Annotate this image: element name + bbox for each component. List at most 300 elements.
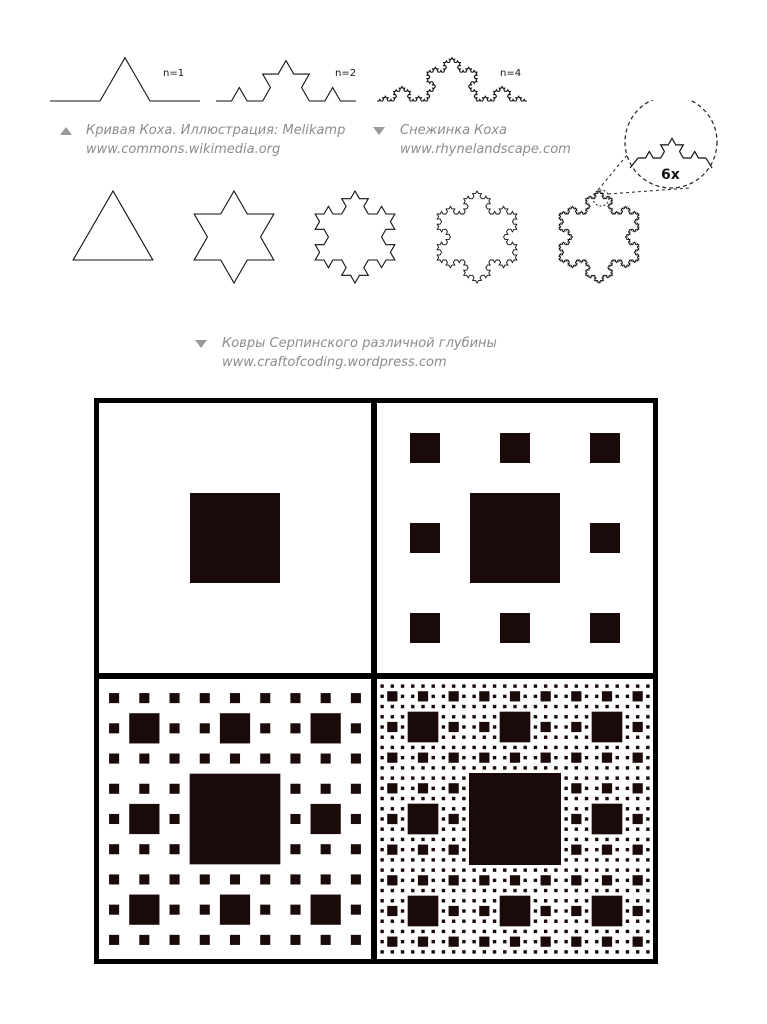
carpet-hole	[626, 909, 629, 912]
carpet-hole	[452, 838, 455, 841]
carpet-hole	[554, 920, 557, 923]
carpet-hole	[418, 937, 428, 947]
carpet-hole	[626, 725, 629, 728]
carpet-hole	[510, 875, 520, 885]
carpet-hole	[472, 766, 475, 769]
carpet-hole	[534, 909, 537, 912]
carpet-hole	[633, 906, 643, 916]
carpet-hole	[418, 875, 428, 885]
carpet-hole	[472, 920, 475, 923]
carpet-hole	[391, 776, 394, 779]
carpet-hole	[503, 766, 506, 769]
carpet-hole	[387, 783, 397, 793]
carpet-hole	[260, 693, 270, 703]
carpet-hole	[585, 776, 588, 779]
carpet-hole	[109, 723, 119, 733]
carpet-hole	[170, 814, 180, 824]
koch-curve-n1-label: n=1	[163, 68, 185, 79]
carpet-hole	[380, 746, 383, 749]
carpet-hole	[411, 950, 414, 953]
carpet-hole	[636, 889, 639, 892]
carpet-hole	[472, 868, 475, 871]
carpet-hole	[290, 844, 300, 854]
carpet-hole	[351, 874, 361, 884]
carpet-hole	[190, 774, 281, 865]
carpet-hole	[585, 909, 588, 912]
carpet-hole	[321, 874, 331, 884]
carpet-hole	[442, 766, 445, 769]
carpet-hole	[493, 879, 496, 882]
carpet-hole	[401, 868, 404, 871]
carpet-hole	[411, 879, 414, 882]
carpet-hole	[139, 874, 149, 884]
carpet-hole	[646, 909, 649, 912]
carpet-hole	[590, 613, 620, 643]
carpet-hole	[524, 766, 527, 769]
koch-curve-path	[50, 58, 200, 101]
carpet-hole	[442, 715, 445, 718]
carpet-hole	[503, 940, 506, 943]
carpet-hole	[616, 848, 619, 851]
carpet-hole	[200, 693, 210, 703]
carpet-hole	[633, 691, 643, 701]
carpet-hole	[452, 858, 455, 861]
carpet-hole	[472, 695, 475, 698]
carpet-hole	[575, 684, 578, 687]
carpet-hole	[575, 746, 578, 749]
carpet-hole	[595, 838, 598, 841]
carpet-hole	[170, 723, 180, 733]
carpet-hole	[544, 930, 547, 933]
carpet-hole	[260, 723, 270, 733]
carpet-hole	[290, 814, 300, 824]
carpet-hole	[564, 858, 567, 861]
carpet-hole	[554, 684, 557, 687]
carpet-hole	[442, 920, 445, 923]
carpet-hole	[351, 905, 361, 915]
carpet-hole	[380, 756, 383, 759]
carpet-hole	[575, 930, 578, 933]
carpet-hole	[401, 807, 404, 810]
carpet-hole	[585, 756, 588, 759]
carpet-hole	[380, 807, 383, 810]
carpet-hole	[410, 523, 440, 553]
carpet-hole	[401, 879, 404, 882]
carpet-hole	[616, 868, 619, 871]
carpet-hole	[442, 705, 445, 708]
carpet-hole	[380, 695, 383, 698]
carpet-hole	[554, 725, 557, 728]
carpet-hole	[109, 693, 119, 703]
carpet-hole	[585, 817, 588, 820]
carpet-hole	[230, 935, 240, 945]
carpet-hole	[462, 736, 465, 739]
carpet-hole	[290, 935, 300, 945]
carpet-hole	[534, 879, 537, 882]
carpet-hole	[380, 776, 383, 779]
carpet-hole	[442, 684, 445, 687]
carpet-hole	[432, 848, 435, 851]
carpet-hole	[452, 705, 455, 708]
carpet-hole	[311, 804, 341, 834]
carpet-hole	[571, 906, 581, 916]
carpet-hole	[421, 766, 424, 769]
carpet-hole	[571, 783, 581, 793]
carpet-hole	[462, 909, 465, 912]
carpet-hole	[442, 858, 445, 861]
koch-snowflake-path	[437, 191, 517, 283]
carpet-hole	[616, 766, 619, 769]
carpet-hole	[462, 838, 465, 841]
carpet-hole	[541, 875, 551, 885]
carpet-hole	[483, 705, 486, 708]
carpet-hole	[380, 797, 383, 800]
carpet-hole	[616, 950, 619, 953]
carpet-hole	[595, 889, 598, 892]
koch-curve-n2	[216, 61, 356, 101]
carpet-hole	[401, 909, 404, 912]
carpet-hole	[387, 722, 397, 732]
carpet-hole	[351, 784, 361, 794]
carpet-hole	[387, 814, 397, 824]
carpet-hole	[432, 766, 435, 769]
koch-snowflake-caption-source: www.rhynelandscape.com	[400, 142, 571, 157]
carpet-hole	[564, 909, 567, 912]
carpet-hole	[493, 695, 496, 698]
carpet-hole	[418, 783, 428, 793]
carpet-hole	[571, 845, 581, 855]
carpet-hole	[564, 940, 567, 943]
carpet-hole	[401, 899, 404, 902]
carpet-hole	[432, 797, 435, 800]
carpet-hole	[472, 715, 475, 718]
carpet-hole	[544, 899, 547, 902]
carpet-hole	[493, 746, 496, 749]
carpet-hole	[541, 691, 551, 701]
carpet-hole	[646, 920, 649, 923]
carpet-hole	[452, 776, 455, 779]
carpet-hole	[432, 889, 435, 892]
carpet-hole	[411, 746, 414, 749]
carpet-hole	[646, 838, 649, 841]
carpet-hole	[462, 920, 465, 923]
carpet-hole	[220, 713, 250, 743]
carpet-hole	[351, 754, 361, 764]
carpet-hole	[493, 725, 496, 728]
carpet-hole	[391, 950, 394, 953]
carpet-hole	[391, 766, 394, 769]
carpet-hole	[575, 950, 578, 953]
carpet-hole	[472, 756, 475, 759]
carpet-hole	[452, 828, 455, 831]
carpet-hole	[442, 736, 445, 739]
carpet-hole	[449, 783, 459, 793]
carpet-hole	[109, 935, 119, 945]
carpet-hole	[170, 754, 180, 764]
carpet-hole	[633, 845, 643, 855]
carpet-hole	[472, 725, 475, 728]
carpet-hole	[534, 868, 537, 871]
carpet-hole	[605, 889, 608, 892]
carpet-hole	[564, 746, 567, 749]
carpet-hole	[534, 684, 537, 687]
carpet-hole	[421, 746, 424, 749]
carpet-hole	[503, 746, 506, 749]
carpet-hole	[200, 754, 210, 764]
carpet-hole	[571, 691, 581, 701]
carpet-hole	[483, 684, 486, 687]
carpet-hole	[524, 879, 527, 882]
carpet-hole	[626, 817, 629, 820]
carpet-hole	[564, 889, 567, 892]
carpet-hole	[585, 868, 588, 871]
carpet-hole	[290, 754, 300, 764]
carpet-hole	[493, 920, 496, 923]
carpet-hole	[626, 828, 629, 831]
carpet-hole	[139, 844, 149, 854]
koch-snowflake-depth0	[73, 191, 153, 260]
carpet-hole	[534, 889, 537, 892]
carpet-hole	[170, 693, 180, 703]
carpet-hole	[139, 935, 149, 945]
carpet-hole	[230, 754, 240, 764]
carpet-hole	[401, 776, 404, 779]
carpet-hole	[452, 899, 455, 902]
carpet-hole	[554, 889, 557, 892]
carpet-hole	[534, 899, 537, 902]
carpet-hole	[564, 899, 567, 902]
carpet-hole	[401, 705, 404, 708]
carpet-hole	[585, 705, 588, 708]
carpet-hole	[585, 899, 588, 902]
carpet-hole	[534, 746, 537, 749]
carpet-hole	[554, 705, 557, 708]
carpet-hole	[544, 684, 547, 687]
carpet-hole	[387, 691, 397, 701]
carpet-hole	[449, 814, 459, 824]
carpet-hole	[590, 433, 620, 463]
carpet-hole	[442, 817, 445, 820]
carpet-hole	[411, 858, 414, 861]
carpet-hole	[636, 920, 639, 923]
carpet-hole	[408, 712, 439, 743]
carpet-hole	[483, 736, 486, 739]
carpet-hole	[636, 705, 639, 708]
carpet-hole	[421, 776, 424, 779]
zoom-label: 6x	[661, 167, 680, 183]
carpet-hole	[442, 828, 445, 831]
carpet-hole	[564, 736, 567, 739]
sierpinski-carpet-depth3	[99, 679, 371, 959]
carpet-hole	[633, 722, 643, 732]
carpet-hole	[380, 817, 383, 820]
carpet-hole	[602, 875, 612, 885]
carpet-hole	[544, 889, 547, 892]
carpet-hole	[442, 756, 445, 759]
carpet-hole	[633, 783, 643, 793]
carpet-hole	[626, 838, 629, 841]
carpet-hole	[380, 715, 383, 718]
carpet-hole	[462, 797, 465, 800]
carpet-hole	[605, 746, 608, 749]
carpet-hole	[592, 712, 623, 743]
carpet-hole	[585, 787, 588, 790]
carpet-hole	[590, 523, 620, 553]
carpet-hole	[575, 920, 578, 923]
carpet-hole	[391, 868, 394, 871]
carpet-hole	[544, 705, 547, 708]
carpet-hole	[380, 684, 383, 687]
carpet-hole	[472, 909, 475, 912]
carpet-hole	[462, 950, 465, 953]
carpet-hole	[452, 715, 455, 718]
carpet-hole	[605, 868, 608, 871]
carpet-hole	[544, 746, 547, 749]
carpet-hole	[493, 736, 496, 739]
carpet-hole	[626, 736, 629, 739]
carpet-hole	[380, 940, 383, 943]
carpet-hole	[605, 705, 608, 708]
carpet-hole	[462, 756, 465, 759]
carpet-hole	[321, 844, 331, 854]
carpet-hole	[462, 930, 465, 933]
carpet-hole	[564, 828, 567, 831]
carpet-hole	[524, 940, 527, 943]
carpet-hole	[380, 909, 383, 912]
koch-snowflakes-row	[0, 100, 767, 300]
carpet-hole	[571, 753, 581, 763]
carpet-hole	[391, 797, 394, 800]
carpet-hole	[554, 909, 557, 912]
carpet-hole	[534, 695, 537, 698]
carpet-hole	[592, 804, 623, 835]
carpet-hole	[449, 753, 459, 763]
carpet-hole	[411, 787, 414, 790]
koch-curve-caption-source: www.commons.wikimedia.org	[86, 142, 281, 157]
carpet-hole	[260, 905, 270, 915]
carpet-hole	[585, 797, 588, 800]
carpet-hole	[636, 776, 639, 779]
carpet-hole	[626, 715, 629, 718]
carpet-hole	[432, 787, 435, 790]
carpet-hole	[564, 848, 567, 851]
carpet-hole	[493, 889, 496, 892]
carpet-hole	[646, 848, 649, 851]
carpet-hole	[544, 950, 547, 953]
carpet-hole	[380, 736, 383, 739]
carpet-hole	[585, 940, 588, 943]
carpet-hole	[493, 950, 496, 953]
carpet-hole	[513, 950, 516, 953]
carpet-hole	[170, 905, 180, 915]
carpet-hole	[472, 940, 475, 943]
carpet-hole	[411, 940, 414, 943]
carpet-hole	[290, 874, 300, 884]
carpet-hole	[575, 889, 578, 892]
carpet-hole	[321, 693, 331, 703]
carpet-hole	[411, 766, 414, 769]
carpet-hole	[290, 905, 300, 915]
carpet-hole	[636, 766, 639, 769]
carpet-hole	[585, 858, 588, 861]
carpet-hole	[636, 868, 639, 871]
carpet-hole	[564, 838, 567, 841]
carpet-hole	[585, 715, 588, 718]
carpet-hole	[462, 746, 465, 749]
carpet-hole	[401, 920, 404, 923]
carpet-hole	[602, 753, 612, 763]
carpet-hole	[190, 493, 280, 583]
carpet-hole	[626, 848, 629, 851]
carpet-hole	[432, 695, 435, 698]
carpet-hole	[452, 950, 455, 953]
carpet-hole	[636, 858, 639, 861]
carpet-hole	[452, 930, 455, 933]
carpet-hole	[401, 828, 404, 831]
carpet-hole	[401, 817, 404, 820]
carpet-hole	[646, 705, 649, 708]
carpet-hole	[462, 807, 465, 810]
carpet-hole	[401, 736, 404, 739]
carpet-hole	[432, 858, 435, 861]
carpet-hole	[408, 804, 439, 835]
carpet-hole	[220, 895, 250, 925]
carpet-hole	[541, 753, 551, 763]
carpet-hole	[109, 754, 119, 764]
carpet-hole	[605, 930, 608, 933]
carpet-hole	[503, 756, 506, 759]
carpet-hole	[442, 725, 445, 728]
carpet-hole	[483, 715, 486, 718]
sierpinski-carpet-depth1	[99, 403, 371, 673]
carpet-hole	[493, 930, 496, 933]
carpet-hole	[503, 684, 506, 687]
carpet-hole	[311, 895, 341, 925]
carpet-hole	[462, 828, 465, 831]
carpet-hole	[290, 784, 300, 794]
carpet-hole	[564, 797, 567, 800]
koch-snowflake-depth3	[437, 191, 517, 283]
carpet-hole	[544, 715, 547, 718]
carpet-hole	[321, 754, 331, 764]
carpet-hole	[554, 766, 557, 769]
carpet-hole	[411, 695, 414, 698]
carpet-hole	[554, 756, 557, 759]
carpet-hole	[421, 705, 424, 708]
koch-curve-path	[216, 61, 356, 101]
carpet-hole	[616, 695, 619, 698]
carpet-hole	[626, 766, 629, 769]
carpet-hole	[503, 695, 506, 698]
carpet-hole	[585, 950, 588, 953]
carpet-hole	[605, 858, 608, 861]
carpet-hole	[290, 723, 300, 733]
carpet-hole	[442, 940, 445, 943]
carpet-hole	[616, 756, 619, 759]
koch-snowflake-path	[315, 191, 395, 283]
carpet-hole	[109, 814, 119, 824]
carpet-hole	[575, 868, 578, 871]
carpet-hole	[432, 868, 435, 871]
carpet-hole	[585, 684, 588, 687]
carpet-hole	[472, 705, 475, 708]
zoom-connector-right	[608, 188, 690, 194]
carpet-hole	[462, 848, 465, 851]
carpet-hole	[452, 920, 455, 923]
carpet-hole	[321, 784, 331, 794]
carpet-hole	[595, 776, 598, 779]
carpet-hole	[626, 684, 629, 687]
